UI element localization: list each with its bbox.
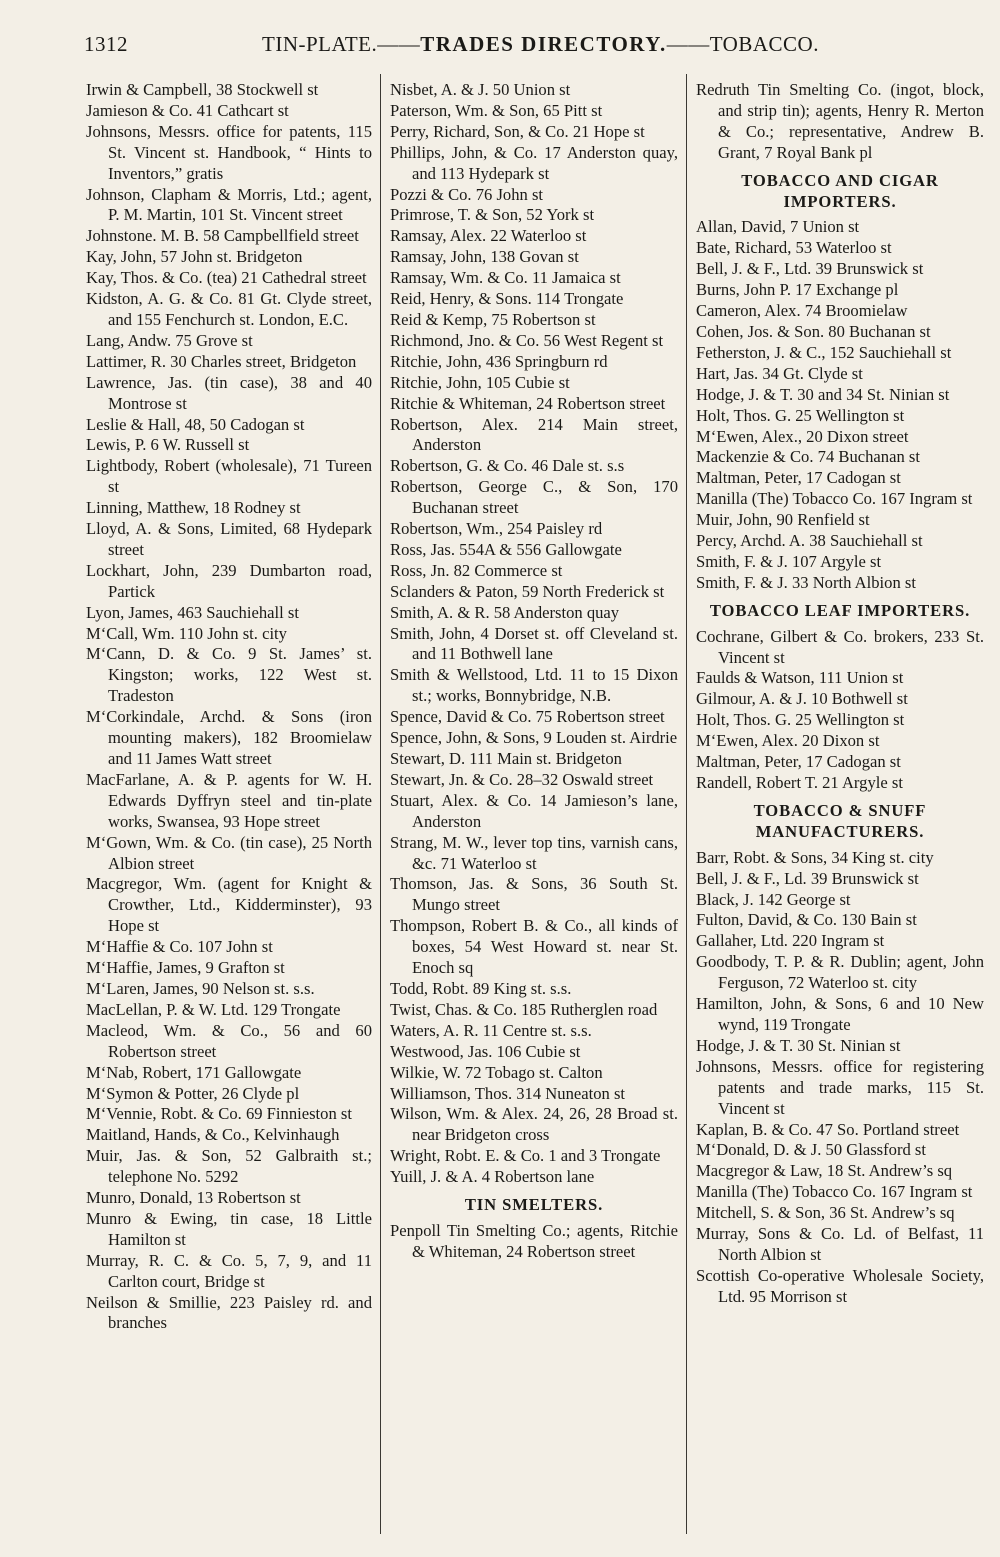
directory-entry: M‘Ewen, Alex. 20 Dixon st <box>696 731 880 751</box>
column-rule <box>686 74 687 1534</box>
directory-entry: Spence, David & Co. 75 Robertson street <box>390 707 665 727</box>
running-header <box>84 32 984 62</box>
directory-entry: Randell, Robert T. 21 Argyle st <box>696 773 903 792</box>
directory-entry: Richmond, Jno. & Co. 56 West Regent st <box>390 330 664 350</box>
directory-entry: Stuart, Alex. & Co. 14 Jamieson’s lane, Anderston <box>390 790 678 831</box>
directory-entry: Ramsay, Alex. 22 Waterloo st <box>390 226 587 246</box>
directory-entry: M‘Nab, Robert, 171 Gallowgate <box>86 1062 302 1082</box>
directory-entry: Yuill, J. & A. 4 Robertson lane <box>390 1167 595 1187</box>
directory-column-1 <box>86 80 372 1334</box>
directory-entry: M‘Call, Wm. 110 John st. city <box>86 623 287 643</box>
directory-entry: Ross, Jas. 554A & 556 Gallowgate <box>390 539 622 559</box>
directory-entry: Reid, Henry, & Sons. 114 Trongate <box>390 289 624 309</box>
directory-entry: M‘Ewen, Alex., 20 Dixon street <box>696 426 909 446</box>
directory-entry: Kidston, A. G. & Co. 81 Gt. Clyde street, and 155 Fenchurch st. London, E.C. <box>86 289 372 329</box>
directory-entry: Cochrane, Gilbert & Co. brokers, 233 St. Vincent st <box>696 626 984 667</box>
directory-entry: Pozzi & Co. 76 John st <box>390 184 544 204</box>
directory-entry: Wright, Robt. E. & Co. 1 and 3 Trongate <box>390 1146 661 1166</box>
directory-entry: Murray, Sons & Co. Ld. of Belfast, 11 North Albion st <box>696 1224 984 1264</box>
directory-entry: Nisbet, A. & J. 50 Union st <box>390 80 571 99</box>
directory-entry: Linning, Matthew, 18 Rodney st <box>86 498 301 518</box>
directory-entry: Macgregor & Law, 18 St. Andrew’s sq <box>696 1161 953 1181</box>
directory-entry: Reid & Kemp, 75 Robertson st <box>390 309 596 329</box>
directory-entry: Todd, Robt. 89 King st. s.s. <box>390 978 572 998</box>
directory-entry: Lewis, P. 6 W. Russell st <box>86 435 250 455</box>
directory-entry: Goodbody, T. P. & R. Dublin; agent, John Ferguson, 72 Waterloo st. city <box>696 952 984 993</box>
directory-entry: M‘Donald, D. & J. 50 Glassford st <box>696 1140 926 1160</box>
directory-entry: Robertson, George C., & Son, 170 Buchanan street <box>390 477 678 518</box>
directory-entry: Lattimer, R. 30 Charles street, Bridgeton <box>86 351 357 371</box>
directory-entry: Munro & Ewing, tin case, 18 Little Hamilton st <box>86 1208 372 1249</box>
directory-entry: Ritchie, John, 105 Cubie st <box>390 372 570 392</box>
directory-entry: Fulton, David, & Co. 130 Bain st <box>696 910 917 930</box>
directory-entry: Robertson, Alex. 214 Main street, Anderston <box>390 414 678 455</box>
directory-entry: Mitchell, S. & Son, 36 St. Andrew’s sq <box>696 1203 955 1223</box>
section-heading: TOBACCO AND CIGAR IMPORTERS. <box>741 170 939 211</box>
directory-entry: Ross, Jn. 82 Commerce st <box>390 560 563 580</box>
directory-entry: Black, J. 142 George st <box>696 889 851 909</box>
directory-entry: Bell, J. & F., Ld. 39 Brunswick st <box>696 868 919 888</box>
directory-entry: Smith, F. & J. 107 Argyle st <box>696 551 882 571</box>
directory-entry: Thomson, Jas. & Sons, 36 South St. Mungo street <box>390 874 678 915</box>
directory-entry: Paterson, Wm. & Son, 65 Pitt st <box>390 100 603 120</box>
directory-entry: M‘Laren, James, 90 Nelson st. s.s. <box>86 978 315 998</box>
directory-entry: Perry, Richard, Son, & Co. 21 Hope st <box>390 121 645 141</box>
directory-entry: Lockhart, John, 239 Dumbarton road, Partick <box>86 560 372 601</box>
directory-entry: M‘Haffie, James, 9 Grafton st <box>86 958 285 978</box>
directory-entry: Lang, Andw. 75 Grove st <box>86 330 253 350</box>
directory-entry: Cameron, Alex. 74 Broomielaw <box>696 301 908 321</box>
directory-entry: Smith, John, 4 Dorset st. off Cleveland st. and 11 Bothwell lane <box>390 623 678 664</box>
directory-entry: Allan, David, 7 Union st <box>696 217 860 237</box>
directory-entry: Kaplan, B. & Co. 47 So. Portland street <box>696 1119 960 1139</box>
directory-entry: Muir, John, 90 Renfield st <box>696 510 870 530</box>
directory-entry: Ramsay, Wm. & Co. 11 Jamaica st <box>390 268 621 288</box>
directory-entry: Smith & Wellstood, Ltd. 11 to 15 Dixon st.; works, Bonnybridge, N.B. <box>390 665 678 706</box>
directory-entry: Primrose, T. & Son, 52 York st <box>390 205 595 225</box>
running-title-right: TOBACCO. <box>709 32 819 56</box>
running-title-center: TRADES DIRECTORY. <box>420 32 667 56</box>
directory-entry: Kay, John, 57 John st. Bridgeton <box>86 247 303 267</box>
directory-entry: Lloyd, A. & Sons, Limited, 68 Hydepark street <box>86 519 372 559</box>
directory-entry: Leslie & Hall, 48, 50 Cadogan st <box>86 414 305 434</box>
directory-entry: Fetherston, J. & C., 152 Sauchiehall st <box>696 342 952 362</box>
directory-entry: Munro, Donald, 13 Robertson st <box>86 1188 301 1208</box>
directory-entry: Wilson, Wm. & Alex. 24, 26, 28 Broad st. near Bridgeton cross <box>390 1104 678 1145</box>
directory-entry: Bate, Richard, 53 Waterloo st <box>696 238 892 258</box>
directory-entry: Manilla (The) Tobacco Co. 167 Ingram st <box>696 1182 973 1202</box>
directory-entry: Sclanders & Paton, 59 North Frederick st <box>390 581 665 601</box>
directory-entry: Penpoll Tin Smelting Co.; agents, Ritchie & Whiteman, 24 Robertson street <box>390 1220 678 1261</box>
directory-entry: Muir, Jas. & Son, 52 Galbraith st.; telephone No. 5292 <box>86 1146 372 1187</box>
directory-entry: Robertson, G. & Co. 46 Dale st. s.s <box>390 456 625 476</box>
directory-entry: Phillips, John, & Co. 17 Anderston quay, and 113 Hydepark st <box>390 142 678 183</box>
directory-entry: Maltman, Peter, 17 Cadogan st <box>696 468 901 488</box>
directory-entry: Maltman, Peter, 17 Cadogan st <box>696 752 901 772</box>
directory-entry: M‘Corkindale, Archd. & Sons (iron mounting makers), 182 Broomielaw and 11 James Watt street <box>86 707 372 768</box>
directory-entry: Percy, Archd. A. 38 Sauchiehall st <box>696 531 923 551</box>
directory-entry: M‘Vennie, Robt. & Co. 69 Finnieston st <box>86 1104 352 1124</box>
directory-entry: Holt, Thos. G. 25 Wellington st <box>696 405 905 425</box>
directory-column-3 <box>696 80 984 1308</box>
directory-entry: Faulds & Watson, 111 Union st <box>696 668 904 688</box>
directory-entry: Manilla (The) Tobacco Co. 167 Ingram st <box>696 489 973 509</box>
directory-entry: Lyon, James, 463 Sauchiehall st <box>86 602 299 622</box>
directory-entry: M‘Haffie & Co. 107 John st <box>86 937 273 957</box>
section-heading: TOBACCO LEAF IMPORTERS. <box>709 600 971 620</box>
directory-entry: Waters, A. R. 11 Centre st. s.s. <box>390 1020 592 1040</box>
directory-entry: Gilmour, A. & J. 10 Bothwell st <box>696 689 908 709</box>
directory-entry: Williamson, Thos. 314 Nuneaton st <box>390 1083 626 1103</box>
directory-entry: Smith, F. & J. 33 North Albion st <box>696 572 916 592</box>
directory-entry: Cohen, Jos. & Son. 80 Buchanan st <box>696 321 931 341</box>
directory-entry: Thompson, Robert B. & Co., all kinds of boxes, 54 West Howard st. near St. Enoch sq <box>390 916 678 978</box>
directory-entry: Strang, M. W., lever top tins, varnish cans, &c. 71 Waterloo st <box>390 832 678 873</box>
directory-entry: Lightbody, Robert (wholesale), 71 Tureen st <box>86 456 372 497</box>
running-title-left: TIN-PLATE. <box>262 32 378 56</box>
directory-entry: Hodge, J. & T. 30 and 34 St. Ninian st <box>696 384 950 404</box>
directory-entry: Holt, Thos. G. 25 Wellington st <box>696 710 905 730</box>
directory-entry: Irwin & Campbell, 38 Stockwell st <box>86 80 319 99</box>
directory-entry: Hart, Jas. 34 Gt. Clyde st <box>696 363 863 383</box>
directory-entry: Jamieson & Co. 41 Cathcart st <box>86 100 289 120</box>
directory-entry: Neilson & Smillie, 223 Paisley rd. and branches <box>86 1292 372 1333</box>
directory-entry: M‘Symon & Potter, 26 Clyde pl <box>86 1083 300 1103</box>
directory-entry: Macgregor, Wm. (agent for Knight & Crowther, Ltd., Kidderminster), 93 Hope st <box>86 874 372 936</box>
directory-entry: Mackenzie & Co. 74 Buchanan st <box>696 447 920 467</box>
directory-entry: Murray, R. C. & Co. 5, 7, 9, and 11 Carlton court, Bridge st <box>86 1250 372 1291</box>
directory-entry: Spence, John, & Sons, 9 Louden st. Airdrie <box>390 728 678 748</box>
directory-entry: M‘Gown, Wm. & Co. (tin case), 25 North Albion street <box>86 832 372 873</box>
directory-entry: Westwood, Jas. 106 Cubie st <box>390 1041 581 1061</box>
directory-entry: MacLellan, P. & W. Ltd. 129 Trongate <box>86 999 341 1019</box>
section-heading: TIN SMELTERS. <box>464 1195 604 1215</box>
directory-entry: Twist, Chas. & Co. 185 Rutherglen road <box>390 999 658 1019</box>
directory-entry: Redruth Tin Smelting Co. (ingot, block, and strip tin); agents, Henry R. Merton & Co.; representative, Andrew B. Grant, 7 Royal Bank pl <box>696 80 984 162</box>
directory-entry: Maitland, Hands, & Co., Kelvinhaugh <box>86 1125 340 1145</box>
directory-entry: Robertson, Wm., 254 Paisley rd <box>390 519 603 539</box>
directory-entry: Hodge, J. & T. 30 St. Ninian st <box>696 1035 901 1055</box>
directory-entry: Barr, Robt. & Sons, 34 King st. city <box>696 847 934 867</box>
directory-entry: Wilkie, W. 72 Tobago st. Calton <box>390 1062 603 1082</box>
directory-entry: Ritchie & Whiteman, 24 Robertson street <box>390 393 666 413</box>
directory-entry: Macleod, Wm. & Co., 56 and 60 Robertson street <box>86 1020 372 1061</box>
directory-entry: Johnsons, Messrs. office for registering patents and trade marks, 115 St. Vincent st <box>696 1056 984 1118</box>
directory-entry: Hamilton, John, & Sons, 6 and 10 New wynd, 119 Trongate <box>696 994 984 1034</box>
directory-column-2 <box>390 80 678 1263</box>
page-number: 1312 <box>84 32 128 56</box>
running-title: TIN-PLATE.——TRADES DIRECTORY.——TOBACCO. <box>262 32 819 56</box>
directory-entry: Lawrence, Jas. (tin case), 38 and 40 Montrose st <box>86 372 372 413</box>
directory-entry: Johnsons, Messrs. office for patents, 115 St. Vincent st. Handbook, “ Hints to Inventors,” gratis <box>86 121 372 183</box>
directory-entry: Kay, Thos. & Co. (tea) 21 Cathedral street <box>86 268 367 288</box>
directory-entry: Scottish Co-operative Wholesale Society, Ltd. 95 Morrison st <box>696 1265 984 1306</box>
directory-entry: Burns, John P. 17 Exchange pl <box>696 280 899 300</box>
directory-entry: Stewart, D. 111 Main st. Bridgeton <box>390 749 622 768</box>
directory-entry: Ritchie, John, 436 Springburn rd <box>390 351 608 371</box>
directory-entry: MacFarlane, A. & P. agents for W. H. Edwards Dyffryn steel and tin-plate works, Swansea, 93 Hope street <box>86 769 372 831</box>
column-rule <box>380 74 381 1534</box>
directory-entry: Gallaher, Ltd. 220 Ingram st <box>696 931 885 951</box>
directory-entry: Smith, A. & R. 58 Anderston quay <box>390 602 620 622</box>
directory-entry: Bell, J. & F., Ltd. 39 Brunswick st <box>696 259 924 279</box>
directory-entry: Johnstone. M. B. 58 Campbellfield street <box>86 226 359 246</box>
directory-entry: M‘Cann, D. & Co. 9 St. James’ st. Kingston; works, 122 West st. Tradeston <box>86 644 372 706</box>
section-heading: TOBACCO & SNUFF MANUFACTURERS. <box>753 800 927 841</box>
directory-entry: Stewart, Jn. & Co. 28–32 Oswald street <box>390 769 654 789</box>
directory-entry: Ramsay, John, 138 Govan st <box>390 247 579 267</box>
directory-entry: Johnson, Clapham & Morris, Ltd.; agent, P. M. Martin, 101 St. Vincent street <box>86 184 372 225</box>
